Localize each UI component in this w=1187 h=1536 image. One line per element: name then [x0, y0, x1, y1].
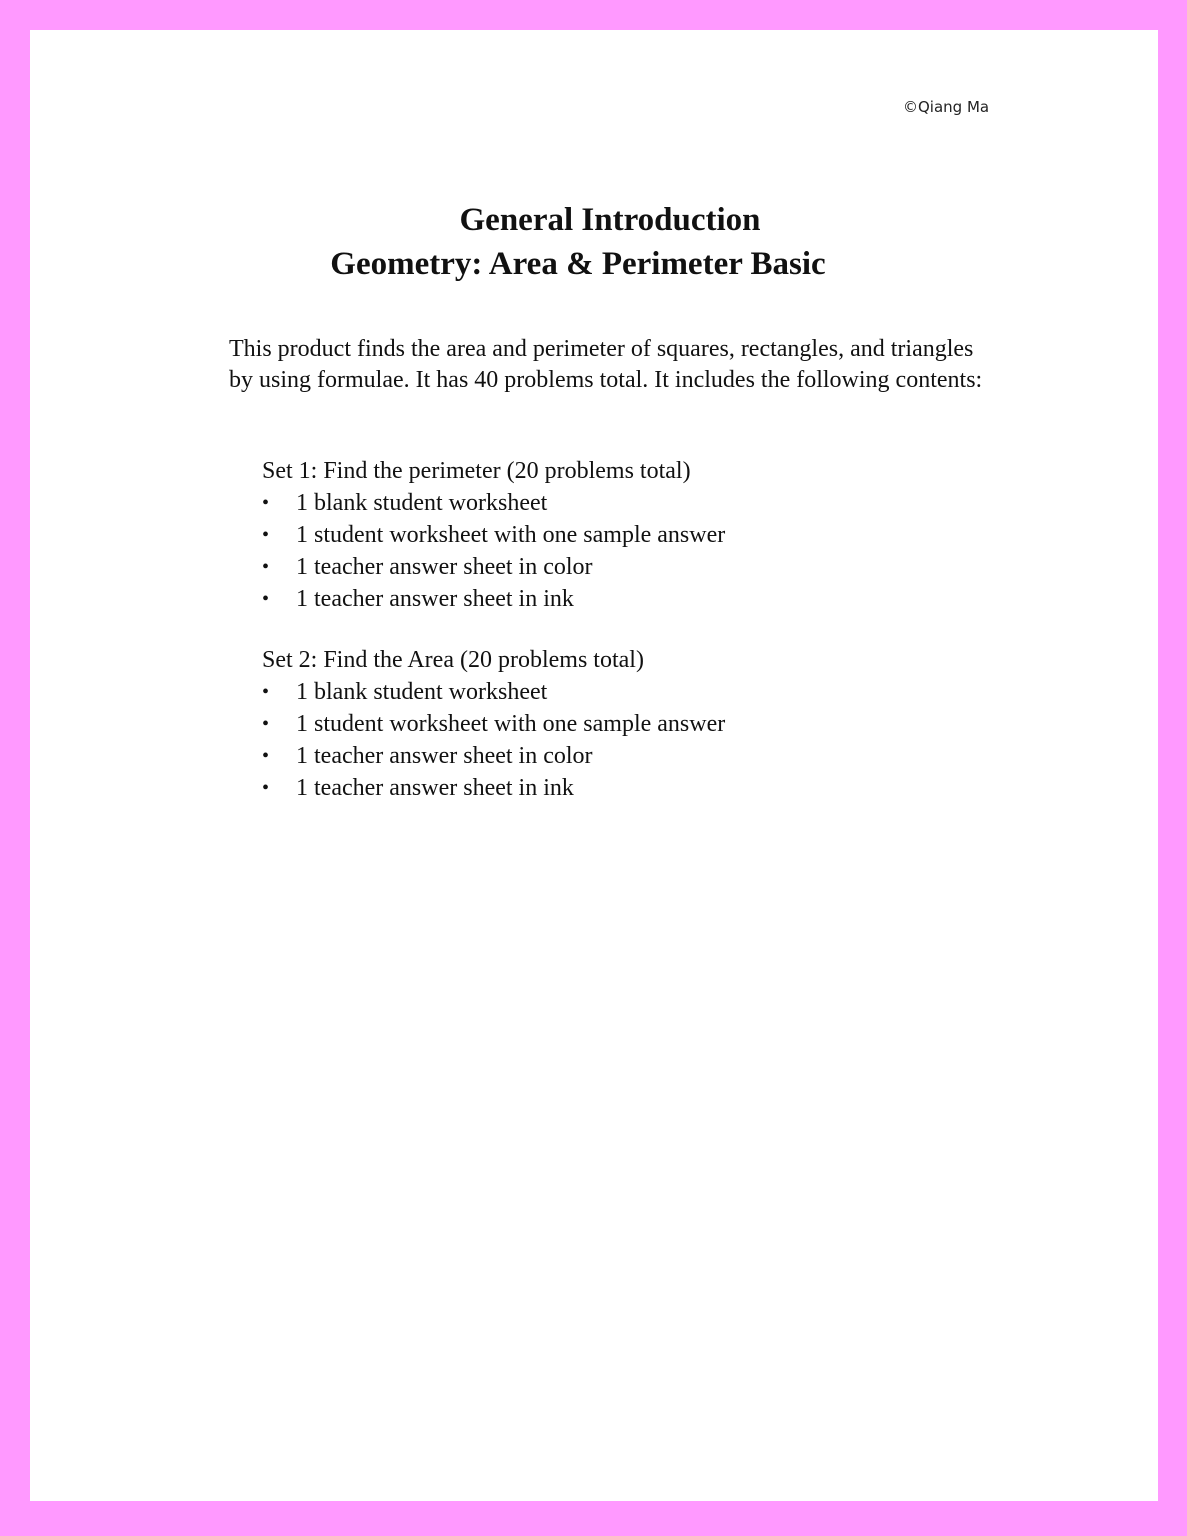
list-item — [262, 551, 962, 583]
list-item — [262, 740, 962, 772]
set-2-list — [262, 676, 962, 804]
document-page — [30, 30, 1158, 1501]
set-1-section — [262, 455, 962, 615]
copyright-notice: ©Qiang Ma — [903, 98, 990, 116]
list-item — [262, 583, 962, 615]
list-item — [262, 708, 962, 740]
intro-paragraph: This product finds the area and perimeter of squares, rectangles, and triangles by using formulae. It has 40 problems total. It includes the following contents: — [229, 336, 983, 393]
title-line-2: Geometry: Area & Perimeter Basic — [330, 246, 826, 282]
bullet-icon: • — [262, 713, 270, 735]
list-item-label: 1 teacher answer sheet in color — [296, 743, 593, 769]
list-item-label: 1 student worksheet with one sample answer — [296, 711, 726, 737]
title-line-1: General Introduction — [459, 202, 761, 238]
bullet-icon: • — [262, 777, 270, 799]
set-2-section — [262, 644, 962, 804]
list-item-label: 1 teacher answer sheet in ink — [296, 775, 574, 801]
list-item-label: 1 blank student worksheet — [296, 490, 548, 516]
bullet-icon: • — [262, 556, 270, 578]
bullet-icon: • — [262, 492, 270, 514]
set-1-list — [262, 487, 962, 615]
page-title — [30, 198, 1158, 286]
list-item-label: 1 student worksheet with one sample answer — [296, 522, 726, 548]
list-item-label: 1 teacher answer sheet in color — [296, 554, 593, 580]
bullet-icon: • — [262, 681, 270, 703]
bullet-icon: • — [262, 524, 270, 546]
set-2-heading: Set 2: Find the Area (20 problems total) — [262, 647, 644, 673]
list-item-label: 1 teacher answer sheet in ink — [296, 586, 574, 612]
list-item — [262, 772, 962, 804]
set-1-heading: Set 1: Find the perimeter (20 problems total) — [262, 458, 691, 484]
list-item — [262, 487, 962, 519]
bullet-icon: • — [262, 588, 270, 610]
list-item-label: 1 blank student worksheet — [296, 679, 548, 705]
bullet-icon: • — [262, 745, 270, 767]
list-item — [262, 676, 962, 708]
list-item — [262, 519, 962, 551]
